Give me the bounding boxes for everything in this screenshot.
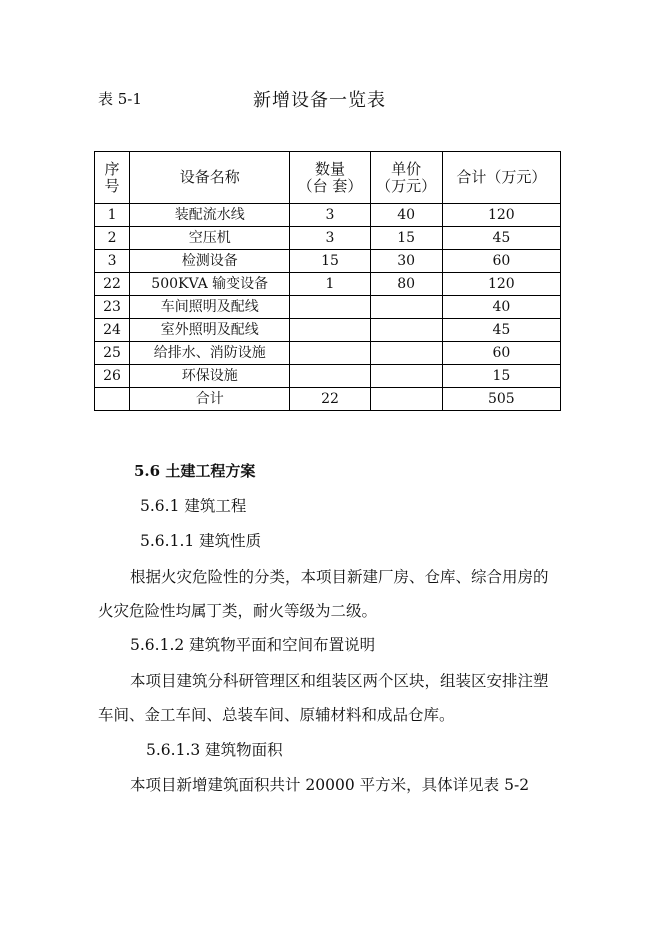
cell-qty: 15 — [290, 250, 370, 273]
section-heading: 5.6 土建工程方案 — [134, 462, 256, 480]
table-row — [95, 342, 561, 365]
table-row — [95, 250, 561, 273]
header-qty: 数量 （台 套） — [290, 152, 370, 204]
cell-name: 环保设施 — [130, 365, 290, 388]
cell-qty — [290, 342, 370, 365]
cell-total: 120 — [442, 204, 560, 227]
cell-qty: 3 — [290, 204, 370, 227]
header-no: 序 号 — [95, 152, 130, 204]
cell-no: 2 — [95, 227, 130, 250]
sum-label: 合计 — [130, 388, 290, 411]
cell-no: 26 — [95, 365, 130, 388]
cell-total: 15 — [442, 365, 560, 388]
cell-name: 500KVA 输变设备 — [130, 273, 290, 296]
cell-no — [95, 388, 130, 411]
table-caption-label: 表 5-1 — [98, 90, 142, 108]
table-row — [95, 319, 561, 342]
cell-no: 22 — [95, 273, 130, 296]
table-sum-row — [95, 388, 561, 411]
table-row — [95, 227, 561, 250]
equipment-table — [94, 151, 561, 411]
cell-total: 60 — [442, 342, 560, 365]
cell-total: 45 — [442, 227, 560, 250]
header-name: 设备名称 — [130, 152, 290, 204]
cell-price: 15 — [370, 227, 442, 250]
cell-qty — [290, 319, 370, 342]
header-price: 单价 （万元） — [370, 152, 442, 204]
cell-qty — [290, 296, 370, 319]
subsubsection-heading: 5.6.1.3 建筑物面积 — [146, 741, 283, 759]
cell-total: 45 — [442, 319, 560, 342]
subsection-heading: 5.6.1 建筑工程 — [140, 497, 247, 515]
cell-price — [370, 319, 442, 342]
paragraph-line: 本项目建筑分科研管理区和组装区两个区块，组装区安排注塑 — [130, 672, 549, 690]
cell-name: 室外照明及配线 — [130, 319, 290, 342]
sum-qty: 22 — [290, 388, 370, 411]
cell-name: 空压机 — [130, 227, 290, 250]
cell-no: 24 — [95, 319, 130, 342]
subsubsection-heading: 5.6.1.2 建筑物平面和空间布置说明 — [130, 636, 376, 654]
table-row — [95, 204, 561, 227]
sum-total: 505 — [442, 388, 560, 411]
table-row — [95, 365, 561, 388]
cell-name: 车间照明及配线 — [130, 296, 290, 319]
cell-price — [370, 365, 442, 388]
cell-no: 25 — [95, 342, 130, 365]
paragraph-line: 本项目新增建筑面积共计 20000 平方米，具体详见表 5-2 — [130, 776, 530, 794]
paragraph-line: 火灾危险性均属丁类，耐火等级为二级。 — [98, 602, 378, 620]
cell-qty — [290, 365, 370, 388]
cell-total: 40 — [442, 296, 560, 319]
cell-price: 40 — [370, 204, 442, 227]
paragraph-line: 根据火灾危险性的分类，本项目新建厂房、仓库、综合用房的 — [130, 568, 549, 586]
cell-qty: 1 — [290, 273, 370, 296]
cell-name: 给排水、消防设施 — [130, 342, 290, 365]
paragraph-line: 车间、金工车间、总装车间、原辅材料和成品仓库。 — [98, 706, 455, 724]
cell-total: 120 — [442, 273, 560, 296]
cell-price — [370, 296, 442, 319]
table-row — [95, 273, 561, 296]
cell-no: 23 — [95, 296, 130, 319]
header-total: 合计（万元） — [442, 152, 560, 204]
cell-price — [370, 388, 442, 411]
table-row — [95, 296, 561, 319]
cell-total: 60 — [442, 250, 560, 273]
table-caption-title: 新增设备一览表 — [253, 90, 386, 111]
cell-no: 1 — [95, 204, 130, 227]
cell-price — [370, 342, 442, 365]
cell-price: 80 — [370, 273, 442, 296]
cell-qty: 3 — [290, 227, 370, 250]
cell-no: 3 — [95, 250, 130, 273]
cell-name: 检测设备 — [130, 250, 290, 273]
table-header-row — [95, 152, 561, 204]
cell-price: 30 — [370, 250, 442, 273]
subsubsection-heading: 5.6.1.1 建筑性质 — [140, 532, 262, 550]
cell-name: 装配流水线 — [130, 204, 290, 227]
